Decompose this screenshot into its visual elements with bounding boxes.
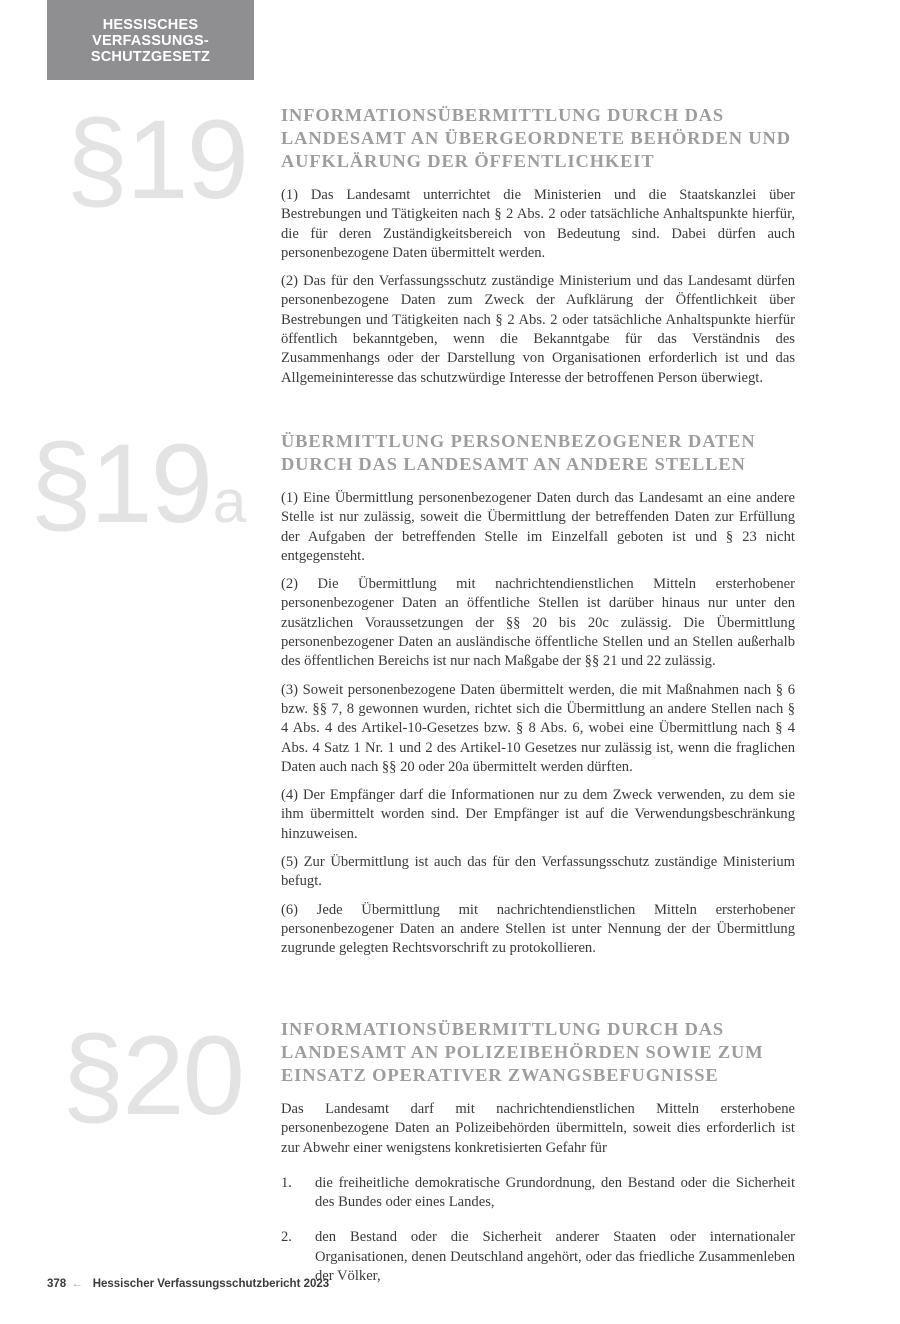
list-item xyxy=(281,1174,795,1213)
paragraph: Das Landesamt darf mit nachrichtendienstlichen Mitteln ersterhobene personenbezogene Daten an Polizeibehörden übermitteln, soweit dies erforderlich ist zur Abwehr einer wenigstens konkretisierten Gefahr für xyxy=(281,1101,795,1156)
list-item-text: den Bestand oder die Sicherheit anderer Staaten oder internationaler Organisationen, denen Deutschland angehört, oder das friedliche Zusammenleben der Völker, xyxy=(315,1229,795,1285)
paragraph: (6) Jede Übermittlung mit nachrichtendienstlichen Mitteln ersterhobener personenbezogener Daten an andere Stellen ist unter Nennung der der Übermittlung zugrunde gelegten Rechtsvorschrift zu protokollieren. xyxy=(281,901,795,957)
list-item-number: 1. xyxy=(281,1174,292,1191)
section-content xyxy=(281,430,795,968)
paragraph: (1) Eine Übermittlung personenbezogener Daten durch das Landesamt an eine andere Stelle ist nur zulässig, soweit die Übermittlung der betreffenden Daten zur Erfüllung der Aufgaben der betreffenden Stelle im Einzelfall geboten ist und § 23 nicht entgegensteht. xyxy=(281,490,795,564)
section-heading: INFORMATIONSÜBERMITTLUNG DURCH DAS LANDESAMT AN POLIZEIBEHÖRDEN SOWIE ZUM EINSATZ OPERATIVER ZWANGSBEFUGNISSE xyxy=(281,1019,764,1085)
section-number-text: §19 xyxy=(30,421,211,546)
paragraph: (2) Die Übermittlung mit nachrichtendienstlichen Mitteln ersterhobener personenbezogener Daten an öffentliche Stellen ist darüber hinaus nur unter den zusätzlichen Voraussetzungen der §§ 20 bis 20c zulässig. Die Übermittlung personenbezogener Daten an ausländische öffentliche Stellen und an Stellen außerhalb des öffentlichen Bereichs ist nur nach Maßgabe der §§ 21 und 22 zulässig. xyxy=(281,576,795,670)
section-number xyxy=(62,1013,243,1138)
section-content xyxy=(281,104,795,397)
list-item xyxy=(281,1228,795,1286)
paragraph: (3) Soweit personenbezogene Daten übermittelt werden, die mit Maßnahmen nach § 6 bzw. §§ 7, 8 gewonnen wurden, richtet sich die Übermittlung an andere Stellen nach § 4 Abs. 4 des Artikel-10-Gesetzes bzw. § 8 Abs. 6, wobei eine Übermittlung nach § 4 Abs. 4 Satz 1 Nr. 1 und 2 des Artikel-10 Gesetzes nur zulässig ist, wenn die fraglichen Daten auch nach §§ 20 oder 20a übermittelt werden dürften. xyxy=(281,681,795,775)
section-number-text: §20 xyxy=(62,1013,243,1138)
paragraph: (1) Das Landesamt unterrichtet die Ministerien und die Staatskanzlei über Bestrebungen und Tätigkeiten nach § 2 Abs. 2 oder tatsächliche Anhaltspunkte hierfür, die für deren Zuständigkeitsbereich von Bedeutung sind. Dabei dürfen auch personenbezogene Daten übermittelt werden. xyxy=(281,187,795,261)
section-heading: ÜBERMITTLUNG PERSONENBEZOGENER DATEN DURCH DAS LANDESAMT AN ANDERE STELLEN xyxy=(281,431,756,474)
list-item-number: 2. xyxy=(281,1229,292,1246)
section-number xyxy=(66,97,247,222)
section-heading: INFORMATIONSÜBERMITTLUNG DURCH DAS LANDESAMT AN ÜBERGEORDNETE BEHÖRDEN UND AUFKLÄRUNG DER ÖFFENTLICHKEIT xyxy=(281,105,791,171)
header-tab-line: HESSISCHES xyxy=(102,17,199,33)
paragraph: (5) Zur Übermittlung ist auch das für den Verfassungsschutz zuständige Ministerium befugt. xyxy=(281,854,795,890)
arrow-left-icon: ← xyxy=(71,1278,83,1290)
paragraph: (4) Der Empfänger darf die Informationen nur zu dem Zweck verwenden, zu dem sie ihm übermittelt worden sind. Der Empfänger ist auf die Verwendungsbeschränkung hinzuweisen. xyxy=(281,787,795,842)
list-item-text: die freiheitliche demokratische Grundordnung, den Bestand oder die Sicherheit des Bundes oder eines Landes, xyxy=(315,1174,795,1211)
section-number-suffix: a xyxy=(212,468,247,535)
numbered-list xyxy=(281,1174,795,1286)
header-tab-line: SCHUTZGESETZ xyxy=(90,49,211,65)
section-content xyxy=(281,1018,795,1286)
paragraph: (2) Das für den Verfassungsschutz zuständige Ministerium und das Landesamt dürfen personenbezogene Daten zum Zweck der Aufklärung der Öffentlichkeit über Bestrebungen und Tätigkeiten nach § 2 Abs. 2 oder tatsächliche Anhaltspunkte hierfür öffentlich bekanntgeben, wenn die Bekanntgabe für das Verständnis des Zusammenhangs oder der Darstellung von Organisationen erforderlich ist und das Allgemeininteresse das schutzwürdige Interesse der betroffenen Person überwiegt. xyxy=(281,273,795,386)
section-number xyxy=(30,421,247,546)
header-tab xyxy=(47,0,254,80)
header-tab-line: VERFASSUNGS- xyxy=(92,33,209,49)
page-number: 378 xyxy=(47,1278,67,1290)
section-number-text: §19 xyxy=(66,97,247,222)
page-footer xyxy=(47,1278,329,1290)
publication-title: Hessischer Verfassungsschutzbericht 2023 xyxy=(92,1278,330,1290)
